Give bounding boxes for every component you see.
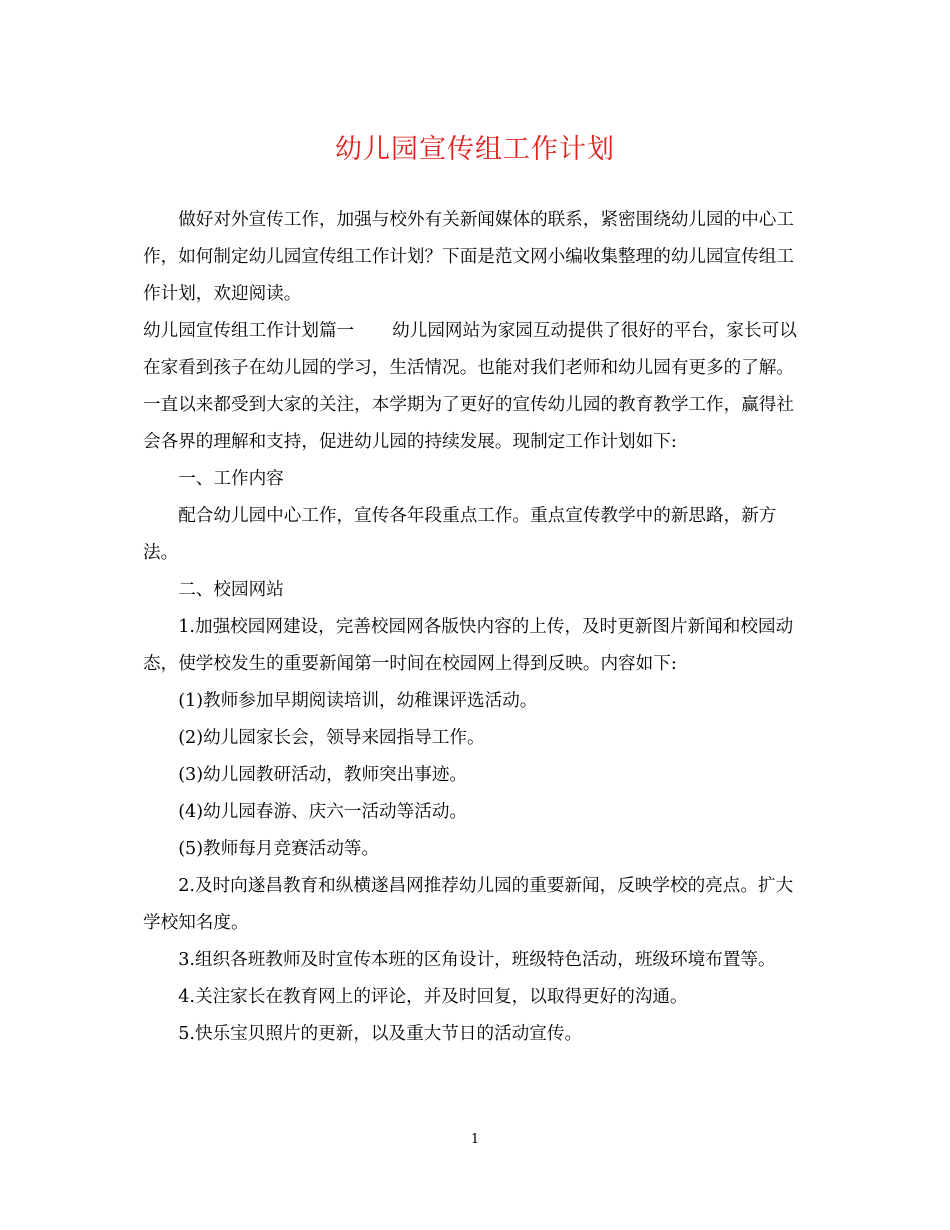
heading-work-content: 一、工作内容 bbox=[178, 469, 284, 489]
list-item-3: 3.组织各班教师及时宣传本班的区角设计，班级特色活动，班级环境布置等。 bbox=[178, 950, 776, 970]
list-item-5: 5.快乐宝贝照片的更新，以及重大节日的活动宣传。 bbox=[178, 1024, 583, 1044]
section-title: 幼儿园宣传组工作计划篇一 bbox=[143, 321, 355, 341]
list-item-2: 2.及时向遂昌教育和纵横遂昌网推荐幼儿园的重要新闻，反映学校的亮点。扩大学校知名度。 bbox=[143, 876, 794, 933]
sub-item-4: (4)幼儿园春游、庆六一活动等活动。 bbox=[178, 802, 468, 822]
section-paragraph bbox=[143, 313, 807, 461]
section-intro: 幼儿园网站为家园互动提供了很好的平台，家长可以在家看到孩子在幼儿园的学习，生活情况。也能对我们老师和幼儿园有更多的了解。一直以来都受到大家的关注，本学期为了更好的宣传幼儿园的教育教学工作，赢得社会各界的理解和支持，促进幼儿园的持续发展。现制定工作计划如下: bbox=[143, 321, 797, 452]
sub-item-1: (1)教师参加早期阅读培训，幼稚课评选活动。 bbox=[178, 691, 538, 711]
heading-campus-website: 二、校园网站 bbox=[178, 580, 284, 600]
sub-item-3: (3)幼儿园教研活动，教师突出事迹。 bbox=[178, 765, 468, 785]
list-item-4: 4.关注家长在教育网上的评论，并及时回复，以取得更好的沟通。 bbox=[178, 987, 688, 1007]
list-item-1: 1.加强校园网建设，完善校园网各版快内容的上传，及时更新图片新闻和校园动态，使学校发生的重要新闻第一时间在校园网上得到反映。内容如下: bbox=[143, 617, 794, 674]
document-title: 幼儿园宣传组工作计划 bbox=[335, 134, 615, 165]
work-content-paragraph: 配合幼儿园中心工作，宣传各年段重点工作。重点宣传教学中的新思路，新方法。 bbox=[143, 506, 777, 563]
sub-item-2: (2)幼儿园家长会，领导来园指导工作。 bbox=[178, 728, 485, 748]
document-body bbox=[143, 202, 807, 1053]
sub-item-5: (5)教师每月竞赛活动等。 bbox=[178, 839, 380, 859]
intro-paragraph: 做好对外宣传工作，加强与校外有关新闻媒体的联系，紧密围绕幼儿园的中心工作，如何制定幼儿园宣传组工作计划？下面是范文网小编收集整理的幼儿园宣传组工作计划，欢迎阅读。 bbox=[143, 210, 794, 304]
page-number: 1 bbox=[470, 1132, 480, 1147]
